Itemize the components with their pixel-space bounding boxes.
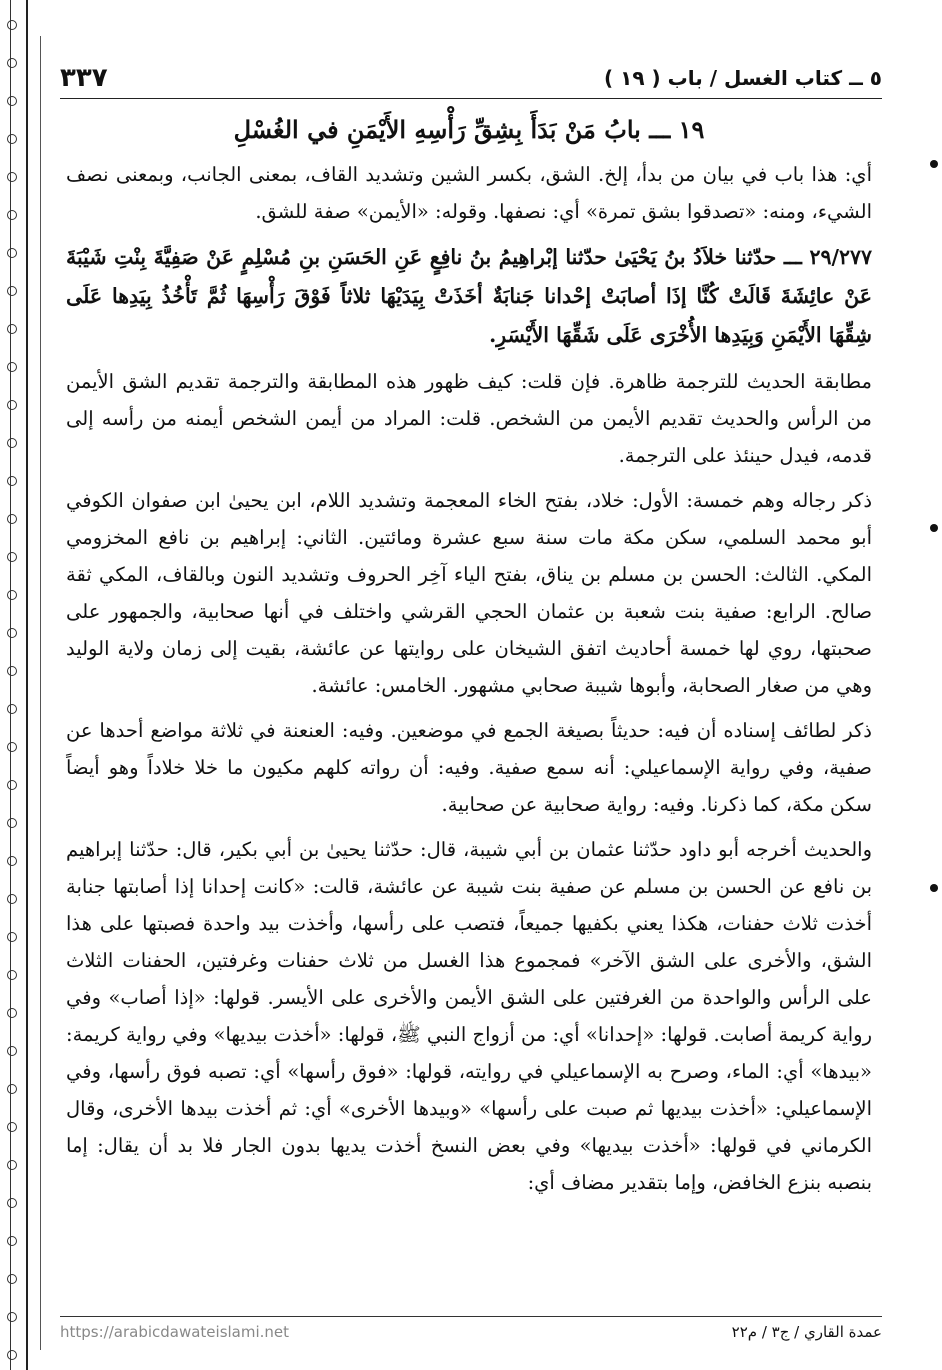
margin-dot bbox=[930, 524, 938, 532]
ornament-dot bbox=[7, 20, 17, 30]
paragraph-narrators: ذكر رجاله وهم خمسة: الأول: خلاد، بفتح الخاء المعجمة وتشديد اللام، ابن يحيىٰ ابن صفوان الكوفي أبو محمد السلمي، سكن مكة مات سنة سبع عشرة ومائتين. الثاني: إبراهيم بن نافع المخزومي المكي. الثالث: الحسن بن مسلم بن يناق، بفتح الياء آخِر الحروف وتشديد النون وبالقاف، المكي ثقة صالح. الرابع: صفية بنت شعبة بن عثمان الحجي القرشي واختلف في أنها صحابية، والجمهور على صحبتها، روي لها خمسة أحاديث اتفق الشيخان على روايتها عن عائشة، بقيت إلى زمان ولاية الوليد وهي من صغار الصحابة، وأبوها شيبة صحابي مشهور. الخامس: عائشة. bbox=[66, 489, 872, 697]
chapter-title: ١٩ ـــ بابُ مَنْ بَدَأَ بِشِقِّ رَأْسِهِ الأَيْمَنِ في الغُسْلِ bbox=[233, 115, 705, 144]
ornament-dot bbox=[7, 1160, 17, 1170]
ornament-dot bbox=[7, 894, 17, 904]
ornament-dot bbox=[7, 856, 17, 866]
ornament-dot bbox=[7, 362, 17, 372]
ornament-dot bbox=[7, 818, 17, 828]
ornament-dot bbox=[7, 742, 17, 752]
ornament-dot bbox=[7, 970, 17, 980]
ornament-dot bbox=[7, 1236, 17, 1246]
paragraph-hadith: ٢٩/٢٧٧ ـــ حدّثنا خلاَدُ بنُ يَحْيَىٰ حدّثنا إبْراهِيمُ بنُ نافِعٍ عَنِ الحَسَنِ بنِ مُسْلِمٍ عَنْ صَفِيَّةَ بِنْتِ شَيْبَةَ عَنْ عائِشَةَ قَالَتْ كُنَّا إذَا أصابَتْ إحْدانا جَنابَةٌ أخَذَتْ بِيَدَيْهَا ثلاثاً فَوْقَ رَأْسِهَا ثُمَّ تَأْخُذُ بِيَدِها عَلَى شِقِّهَا الأَيْمَنِ وَبِيَدِها الأُخْرَى عَلَى شَقِّهَا الأَيْسَرِ. bbox=[66, 245, 872, 347]
ornament-dot bbox=[7, 172, 17, 182]
ornament-dot bbox=[7, 932, 17, 942]
ornament-dot bbox=[7, 780, 17, 790]
page-body bbox=[66, 108, 872, 1209]
paragraph-takhrij: والحديث أخرجه أبو داود حدّثنا عثمان بن أبي شيبة، قال: حدّثنا يحيىٰ بن أبي بكير، قال: حدّثنا إبراهيم بن نافع عن الحسن بن مسلم عن صفية بنت شيبة عن عائشة، قالت: «كانت إحدانا إذا أصابتها جنابة أخذت ثلاث حفنات، هكذا يعني بكفيها جميعاً، فتصب على رأسها، وأخذت بيد واحدة فصبتها على هذا الشق، والأخرى على الشق الآخر» فمجموع هذا الغسل من ثلاث حفنات وغرفتين، الحفنات الثلاث على الرأس والواحدة من الغرفتين على الشق الأيمن والأخرى على الأيسر. قولها: «إذا أصاب» وفي رواية كريمة أصابت. قولها: «إحدانا» أي: من أزواج النبي ﷺ، قولها: «أخذت بيديها» وفي رواية كريمة: «بيدها» أي: الماء، وصرح به الإسماعيلي في روايته، قولها: «فوق رأسها» أي: تصبه فوق رأسها، وفي الإسماعيلي: «أخذت بيديها ثم صبت على رأسها» «وبيدها الأخرى» أي: ثم أخذت بيدها الأخرى، وقال الكرماني في قولها: «أخذت بيديها» وفي بعض النسخ أخذت يديها بدون الجار فلا بد أن يقال: إما بنصبه بنزع الخافض، وإما بتقدير مضاف أي: bbox=[66, 838, 872, 1194]
page-footer bbox=[60, 1316, 882, 1347]
ornament-dot bbox=[7, 590, 17, 600]
ornament-dot bbox=[7, 400, 17, 410]
ornament-dot bbox=[7, 1312, 17, 1322]
ornament-dot bbox=[7, 286, 17, 296]
running-title: ٥ ــ كتاب الغسل / باب ( ١٩ ) bbox=[604, 66, 882, 90]
book-reference: عمدة القاري / ج٣ / م٢٢ bbox=[731, 1323, 882, 1341]
watermark-url: https://arabicdawateislami.net bbox=[60, 1323, 290, 1341]
ornament-dot bbox=[7, 704, 17, 714]
margin-dot bbox=[930, 884, 938, 892]
ornament-dot bbox=[7, 1198, 17, 1208]
ornament-dot bbox=[7, 1046, 17, 1056]
ornament-dot bbox=[7, 1350, 17, 1360]
ornament-dot bbox=[7, 666, 17, 676]
paragraph-intro: أي: هذا باب في بيان من بدأ، إلخ. الشق، بكسر الشين وتشديد القاف، بمعنى الجانب، وبمعنى نصف الشيء، ومنه: «تصدقوا بشق تمرة» أي: نصفها. وقوله: «الأيمن» صفة للشق. bbox=[66, 163, 872, 223]
ornament-dot bbox=[7, 210, 17, 220]
paragraph-isnad: ذكر لطائف إسناده أن فيه: حديثاً بصيغة الجمع في موضعين. وفيه: العنعنة في ثلاثة مواضع أحدها عن صفية، وفي رواية الإسماعيلي: أنه سمع صفية. وفيه: أن رواته كلهم مكيون ما خلا خلاداً وهو أيضاً سكن مكة، كما ذكرنا. وفيه: رواية صحابية عن صحابية. bbox=[66, 719, 872, 816]
ornament-dot bbox=[7, 1008, 17, 1018]
ornament-dot bbox=[7, 96, 17, 106]
paragraph-matching: مطابقة الحديث للترجمة ظاهرة. فإن قلت: كيف ظهور هذه المطابقة والترجمة تقديم الشق الأيمن من الرأس والحديث تقديم الأيمن من الشخص. قلت: المراد من أيمن الشخص أيمنه من رأسه إلى قدمه، فيدل حينئذ على الترجمة. bbox=[66, 370, 872, 467]
ornament-dot bbox=[7, 134, 17, 144]
ornament-dot bbox=[7, 1084, 17, 1094]
ornament-dot bbox=[7, 628, 17, 638]
page-number: ٣٣٧ bbox=[60, 63, 108, 93]
ornament-dot bbox=[7, 476, 17, 486]
page-header bbox=[60, 58, 882, 99]
ornament-dot bbox=[7, 1274, 17, 1284]
ornament-dot bbox=[7, 514, 17, 524]
ornament-dot bbox=[7, 324, 17, 334]
ornament-dot bbox=[7, 1122, 17, 1132]
margin-dot bbox=[930, 160, 938, 168]
ornamental-border bbox=[2, 0, 28, 1370]
ornament-dot bbox=[7, 438, 17, 448]
ornament-dot bbox=[7, 552, 17, 562]
ornament-dot bbox=[7, 58, 17, 68]
ornament-dot bbox=[7, 248, 17, 258]
